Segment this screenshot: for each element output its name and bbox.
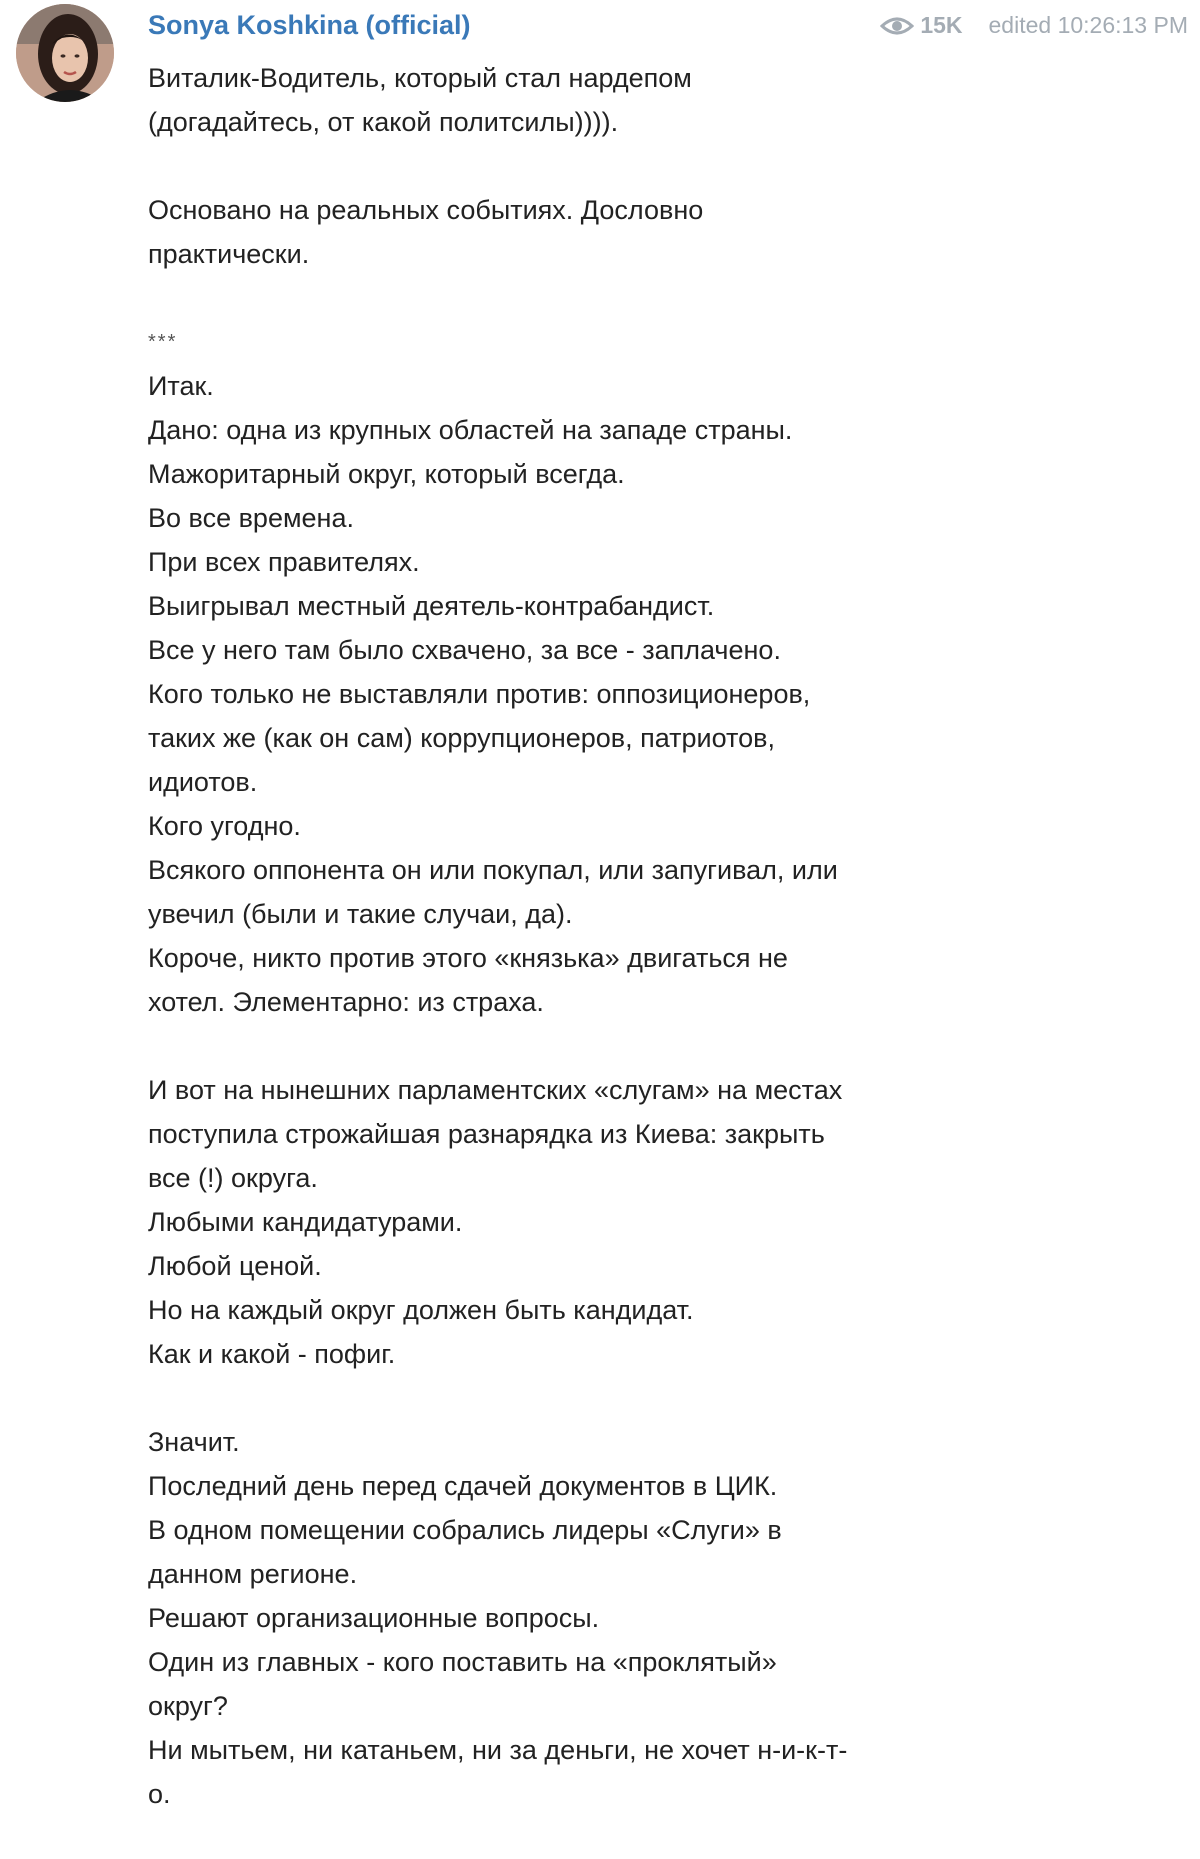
message-meta bbox=[880, 12, 1188, 39]
blank-line bbox=[148, 144, 1148, 188]
text-line: практически. bbox=[148, 239, 310, 269]
text-line: поступила строжайшая разнарядка из Киева: закрыть bbox=[148, 1119, 825, 1149]
text-line: (догадайтесь, от какой политсилы)))). bbox=[148, 107, 619, 137]
text-line: округ? bbox=[148, 1691, 228, 1721]
text-line: Короче, никто против этого «князька» двигаться не bbox=[148, 943, 788, 973]
text-line: Виталик-Водитель, который стал нардепом bbox=[148, 63, 692, 93]
message-text bbox=[148, 56, 1148, 1816]
text-line: Значит. bbox=[148, 1427, 240, 1457]
blank-line bbox=[148, 276, 1148, 320]
text-line: данном регионе. bbox=[148, 1559, 358, 1589]
text-line: Итак. bbox=[148, 371, 214, 401]
text-line: При всех правителях. bbox=[148, 547, 420, 577]
text-line: Кого только не выставляли против: оппозиционеров, bbox=[148, 679, 811, 709]
text-line: Дано: одна из крупных областей на западе страны. bbox=[148, 415, 793, 445]
message-header bbox=[148, 6, 1188, 46]
text-line: Выигрывал местный деятель-контрабандист. bbox=[148, 591, 715, 621]
text-line: Любыми кандидатурами. bbox=[148, 1207, 463, 1237]
text-line: идиотов. bbox=[148, 767, 258, 797]
eye-icon bbox=[880, 14, 914, 38]
text-line: Но на каждый округ должен быть кандидат. bbox=[148, 1295, 694, 1325]
edited-timestamp: edited 10:26:13 PM bbox=[988, 12, 1188, 38]
text-line: все (!) округа. bbox=[148, 1163, 318, 1193]
text-line: И вот на нынешних парламентских «слугам» на местах bbox=[148, 1075, 843, 1105]
blank-line bbox=[148, 1376, 1148, 1420]
text-line: Во все времена. bbox=[148, 503, 354, 533]
text-line: Основано на реальных событиях. Дословно bbox=[148, 195, 704, 225]
text-line: Один из главных - кого поставить на «проклятый» bbox=[148, 1647, 777, 1677]
text-line: хотел. Элементарно: из страха. bbox=[148, 987, 544, 1017]
text-line: Всякого оппонента он или покупал, или запугивал, или bbox=[148, 855, 838, 885]
text-line: о. bbox=[148, 1779, 171, 1809]
author-name[interactable]: Sonya Koshkina (official) bbox=[148, 10, 471, 40]
text-line: увечил (были и такие случаи, да). bbox=[148, 899, 573, 929]
text-line: таких же (как он сам) коррупционеров, патриотов, bbox=[148, 723, 775, 753]
text-line: Решают организационные вопросы. bbox=[148, 1603, 600, 1633]
text-line: Кого угодно. bbox=[148, 811, 301, 841]
user-photo-avatar-icon bbox=[16, 4, 114, 102]
text-line: Последний день перед сдачей документов в ЦИК. bbox=[148, 1471, 778, 1501]
text-line: Ни мытьем, ни катаньем, ни за деньги, не хочет н-и-к-т- bbox=[148, 1735, 848, 1765]
avatar[interactable] bbox=[16, 4, 114, 102]
text-line: Мажоритарный округ, который всегда. bbox=[148, 459, 625, 489]
blank-line bbox=[148, 1024, 1148, 1068]
text-line: В одном помещении собрались лидеры «Слуги» в bbox=[148, 1515, 782, 1545]
text-line: Любой ценой. bbox=[148, 1251, 322, 1281]
separator-text: *** bbox=[148, 331, 178, 353]
views-count: 15K bbox=[920, 12, 963, 38]
text-line: Как и какой - пофиг. bbox=[148, 1339, 396, 1369]
text-line: Все у него там было схвачено, за все - заплачено. bbox=[148, 635, 781, 665]
